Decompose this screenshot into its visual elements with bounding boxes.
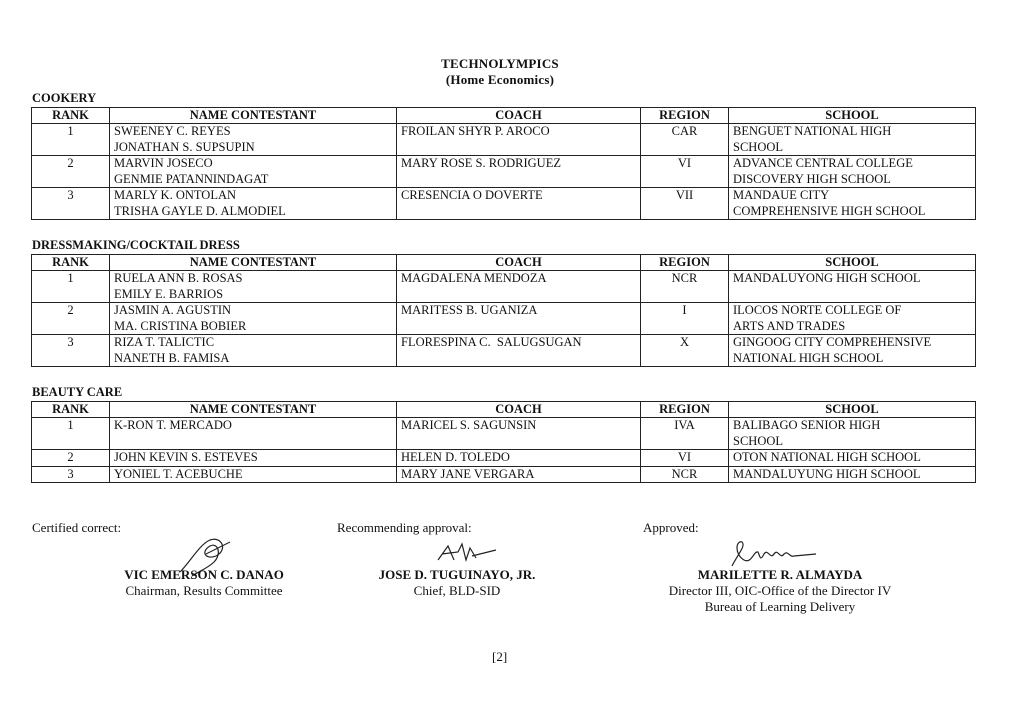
- signatory-name: MARILETTE R. ALMAYDA: [697, 567, 863, 582]
- rank-cell: 1: [32, 418, 110, 450]
- contestant-name: TRISHA GAYLE D. ALMODIEL: [114, 203, 286, 218]
- table-header-row: [32, 108, 976, 124]
- school-name: MANDAUE CITY: [733, 188, 830, 202]
- contestant-name: RIZA T. TALICTIC: [114, 335, 215, 349]
- contestant-cell: [110, 156, 397, 188]
- school-name: SCHOOL: [733, 433, 784, 448]
- column-header-rank: RANK: [32, 255, 110, 271]
- coach-cell: MAGDALENA MENDOZA: [397, 271, 641, 303]
- contestant-name: MA. CRISTINA BOBIER: [114, 318, 247, 333]
- column-header-school: SCHOOL: [729, 108, 976, 124]
- school-name: NATIONAL HIGH SCHOOL: [733, 350, 884, 365]
- coach-cell: MARITESS B. UGANIZA: [397, 303, 641, 335]
- contestant-name: JONATHAN S. SUPSUPIN: [114, 139, 255, 154]
- contestant-name: YONIEL T. ACEBUCHE: [114, 466, 243, 481]
- section-label-beauty-care: BEAUTY CARE: [32, 385, 123, 399]
- contestant-cell: [110, 124, 397, 156]
- rank-cell: 1: [32, 124, 110, 156]
- table-row: [32, 156, 976, 188]
- column-header-region: REGION: [641, 255, 729, 271]
- rank-cell: 1: [32, 271, 110, 303]
- coach-cell: HELEN D. TOLEDO: [397, 450, 641, 467]
- contestant-name: SWEENEY C. REYES: [114, 124, 231, 138]
- signature-block-certified: [32, 520, 121, 536]
- table-row: [32, 450, 976, 467]
- region-cell: CAR: [641, 124, 729, 156]
- region-cell: NCR: [641, 466, 729, 483]
- signatory-name: VIC EMERSON C. DANAO: [124, 567, 284, 582]
- rank-cell: 3: [32, 466, 110, 483]
- table-row: [32, 335, 976, 367]
- coach-cell: FLORESPINA C. SALUGSUGAN: [397, 335, 641, 367]
- rank-cell: 2: [32, 156, 110, 188]
- contestant-cell: [110, 450, 397, 467]
- table-row: [32, 466, 976, 483]
- contestant-name: JOHN KEVIN S. ESTEVES: [114, 450, 258, 464]
- school-name: ILOCOS NORTE COLLEGE OF: [733, 303, 902, 317]
- signatory-position: Chairman, Results Committee: [125, 583, 283, 598]
- school-cell: [729, 418, 976, 450]
- school-name: SCHOOL: [733, 139, 784, 154]
- school-cell: [729, 271, 976, 303]
- signatory-position: Director III, OIC-Office of the Director IV: [668, 583, 892, 598]
- contestant-name: MARLY K. ONTOLAN: [114, 188, 237, 202]
- contestant-name: EMILY E. BARRIOS: [114, 286, 224, 301]
- document-title: TECHNOLYMPICS: [441, 56, 559, 71]
- contestant-name: JASMIN A. AGUSTIN: [114, 303, 232, 317]
- column-header-name: NAME CONTESTANT: [110, 255, 397, 271]
- contestant-cell: [110, 188, 397, 220]
- signatory-position: Chief, BLD-SID: [413, 583, 501, 598]
- table-row: [32, 271, 976, 303]
- region-cell: I: [641, 303, 729, 335]
- rank-cell: 3: [32, 188, 110, 220]
- contestant-name: NANETH B. FAMISA: [114, 350, 230, 365]
- school-name: GINGOOG CITY COMPREHENSIVE: [733, 335, 932, 349]
- column-header-region: REGION: [641, 108, 729, 124]
- school-name: BENGUET NATIONAL HIGH: [733, 124, 892, 138]
- coach-cell: MARICEL S. SAGUNSIN: [397, 418, 641, 450]
- table-header-row: [32, 402, 976, 418]
- signature-block-approved: [643, 520, 699, 536]
- school-name: MANDALUYONG HIGH SCHOOL: [733, 271, 921, 285]
- contestant-cell: [110, 335, 397, 367]
- document-subtitle: (Home Economics): [445, 72, 555, 87]
- signature-role: Certified correct:: [32, 520, 122, 535]
- signatory-recommending: [362, 567, 552, 599]
- rank-cell: 2: [32, 450, 110, 467]
- column-header-coach: COACH: [397, 402, 641, 418]
- signatory-approved: [640, 567, 920, 615]
- results-table-dressmaking: [31, 254, 976, 367]
- contestant-cell: [110, 418, 397, 450]
- column-header-rank: RANK: [32, 108, 110, 124]
- column-header-school: SCHOOL: [729, 402, 976, 418]
- table-row: [32, 188, 976, 220]
- school-name: ADVANCE CENTRAL COLLEGE: [733, 156, 913, 170]
- school-name: MANDALUYUNG HIGH SCHOOL: [733, 466, 921, 481]
- results-table-cookery: [31, 107, 976, 220]
- signatory-certified: [104, 567, 304, 599]
- contestant-name: GENMIE PATANNINDAGAT: [114, 171, 269, 186]
- school-cell: [729, 466, 976, 483]
- column-header-coach: COACH: [397, 255, 641, 271]
- column-header-name: NAME CONTESTANT: [110, 108, 397, 124]
- school-cell: [729, 188, 976, 220]
- table-row: [32, 418, 976, 450]
- signatory-position: Bureau of Learning Delivery: [704, 599, 856, 614]
- column-header-school: SCHOOL: [729, 255, 976, 271]
- signatory-name: JOSE D. TUGUINAYO, JR.: [378, 567, 536, 582]
- column-header-coach: COACH: [397, 108, 641, 124]
- region-cell: X: [641, 335, 729, 367]
- table-row: [32, 124, 976, 156]
- school-name: BALIBAGO SENIOR HIGH: [733, 418, 881, 432]
- school-name: COMPREHENSIVE HIGH SCHOOL: [733, 203, 926, 218]
- contestant-cell: [110, 466, 397, 483]
- rank-cell: 2: [32, 303, 110, 335]
- coach-cell: CRESENCIA O DOVERTE: [397, 188, 641, 220]
- contestant-name: RUELA ANN B. ROSAS: [114, 271, 243, 285]
- coach-cell: FROILAN SHYR P. AROCO: [397, 124, 641, 156]
- school-cell: [729, 156, 976, 188]
- school-name: ARTS AND TRADES: [733, 318, 846, 333]
- school-cell: [729, 450, 976, 467]
- table-header-row: [32, 255, 976, 271]
- signature-block-recommending: [337, 520, 472, 536]
- contestant-name: K-RON T. MERCADO: [114, 418, 232, 432]
- page-number: [2]: [492, 649, 508, 664]
- coach-cell: MARY JANE VERGARA: [397, 466, 641, 483]
- school-cell: [729, 124, 976, 156]
- section-label-cookery: COOKERY: [32, 91, 97, 105]
- contestant-name: MARVIN JOSECO: [114, 156, 213, 170]
- table-row: [32, 303, 976, 335]
- column-header-name: NAME CONTESTANT: [110, 402, 397, 418]
- signature-role: Recommending approval:: [337, 520, 472, 535]
- section-label-dressmaking: DRESSMAKING/COCKTAIL DRESS: [32, 238, 240, 252]
- coach-cell: MARY ROSE S. RODRIGUEZ: [397, 156, 641, 188]
- results-table-beauty-care: [31, 401, 976, 483]
- region-cell: VI: [641, 156, 729, 188]
- region-cell: VI: [641, 450, 729, 467]
- contestant-cell: [110, 271, 397, 303]
- region-cell: IVA: [641, 418, 729, 450]
- contestant-cell: [110, 303, 397, 335]
- rank-cell: 3: [32, 335, 110, 367]
- school-name: DISCOVERY HIGH SCHOOL: [733, 171, 891, 186]
- handwritten-signature-tuguinayo: [432, 538, 502, 568]
- school-cell: [729, 303, 976, 335]
- region-cell: NCR: [641, 271, 729, 303]
- column-header-region: REGION: [641, 402, 729, 418]
- school-name: OTON NATIONAL HIGH SCHOOL: [733, 450, 921, 464]
- column-header-rank: RANK: [32, 402, 110, 418]
- region-cell: VII: [641, 188, 729, 220]
- signature-role: Approved:: [643, 520, 699, 535]
- school-cell: [729, 335, 976, 367]
